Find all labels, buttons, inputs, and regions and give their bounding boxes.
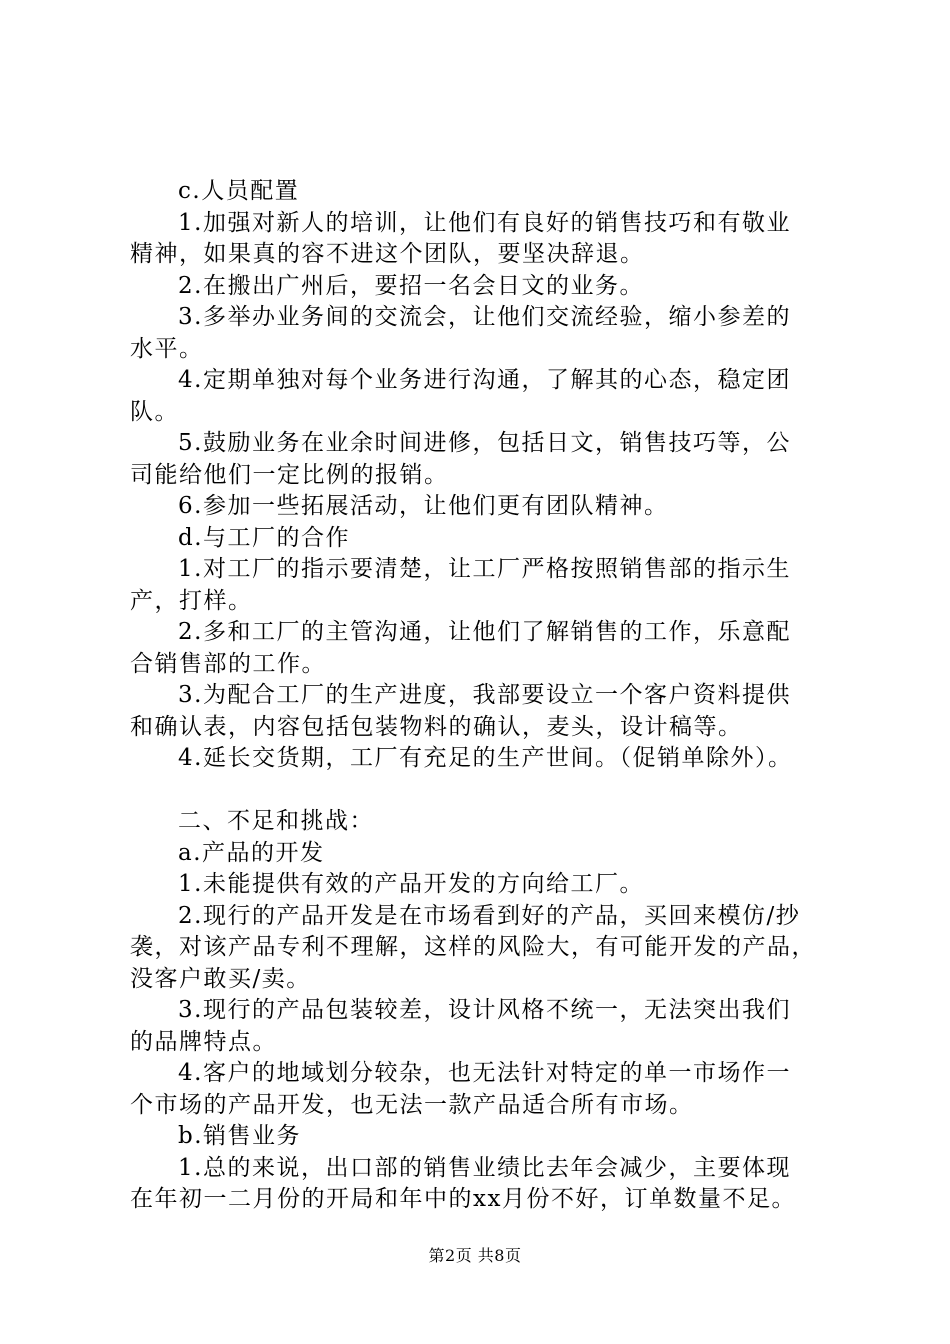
paragraph-line: 袭，对该产品专利不理解，这样的风险大，有可能开发的产品，: [130, 934, 816, 960]
paragraph-line: 合销售部的工作。: [130, 650, 326, 677]
paragraph-line: 产，打样。: [130, 587, 253, 614]
paragraph-line: 4.定期单独对每个业务进行沟通，了解其的心态，稳定团: [178, 367, 791, 393]
chapter-heading: 二、不足和挑战：: [178, 808, 374, 834]
paragraph-line: 1.未能提供有效的产品开发的方向给工厂。: [178, 871, 644, 897]
paragraph-line: 队。: [130, 398, 179, 425]
paragraph-line: 个市场的产品开发，也无法一款产品适合所有市场。: [130, 1091, 694, 1118]
section-heading: d.与工厂的合作: [178, 524, 351, 551]
paragraph-line: 司能给他们一定比例的报销。: [130, 461, 449, 488]
paragraph-line: 没客户敢买/卖。: [130, 965, 311, 992]
paragraph-line: 水平。: [130, 335, 204, 362]
paragraph-line: 6.参加一些拓展活动，让他们更有团队精神。: [178, 493, 669, 519]
paragraph-line: 2.在搬出广州后，要招一名会日文的业务。: [178, 272, 644, 299]
paragraph-line: 3.为配合工厂的生产进度，我部要设立一个客户资料提供: [178, 682, 791, 708]
section-heading: b.销售业务: [178, 1123, 302, 1149]
paragraph-line: 1.总的来说，出口部的销售业绩比去年会减少，主要体现: [178, 1154, 791, 1181]
paragraph-line: 2.现行的产品开发是在市场看到好的产品，买回来模仿/抄: [178, 902, 801, 929]
document-body: [130, 176, 830, 1216]
paragraph-line: 的品牌特点。: [130, 1028, 277, 1055]
section-heading: c.人员配置: [178, 178, 300, 204]
section-heading: a.产品的开发: [178, 839, 325, 866]
blank-line: [130, 775, 830, 807]
paragraph-line: 5.鼓励业务在业余时间进修，包括日文，销售技巧等，公: [178, 430, 791, 456]
paragraph-line: 1.加强对新人的培训，让他们有良好的销售技巧和有敬业: [178, 209, 791, 236]
paragraph-line: 2.多和工厂的主管沟通，让他们了解销售的工作，乐意配: [178, 619, 791, 645]
paragraph-line: 3.现行的产品包装较差，设计风格不统一，无法突出我们: [178, 997, 791, 1023]
paragraph-line: 和确认表，内容包括包装物料的确认，麦头，设计稿等。: [130, 713, 743, 740]
paragraph-line: 在年初一二月份的开局和年中的xx月份不好，订单数量不足。: [130, 1186, 796, 1212]
page-footer: 第2页 共8页: [428, 1246, 522, 1265]
paragraph-line: 精神，如果真的容不进这个团队，要坚决辞退。: [130, 241, 645, 267]
paragraph-line: 4.延长交货期，工厂有充足的生产世间。（促销单除外）。: [178, 745, 793, 771]
paragraph-line: 1.对工厂的指示要清楚，让工厂严格按照销售部的指示生: [178, 556, 791, 582]
paragraph-line: 3.多举办业务间的交流会，让他们交流经验，缩小参差的: [178, 304, 791, 330]
paragraph-line: 4.客户的地域划分较杂，也无法针对特定的单一市场作一: [178, 1060, 791, 1086]
